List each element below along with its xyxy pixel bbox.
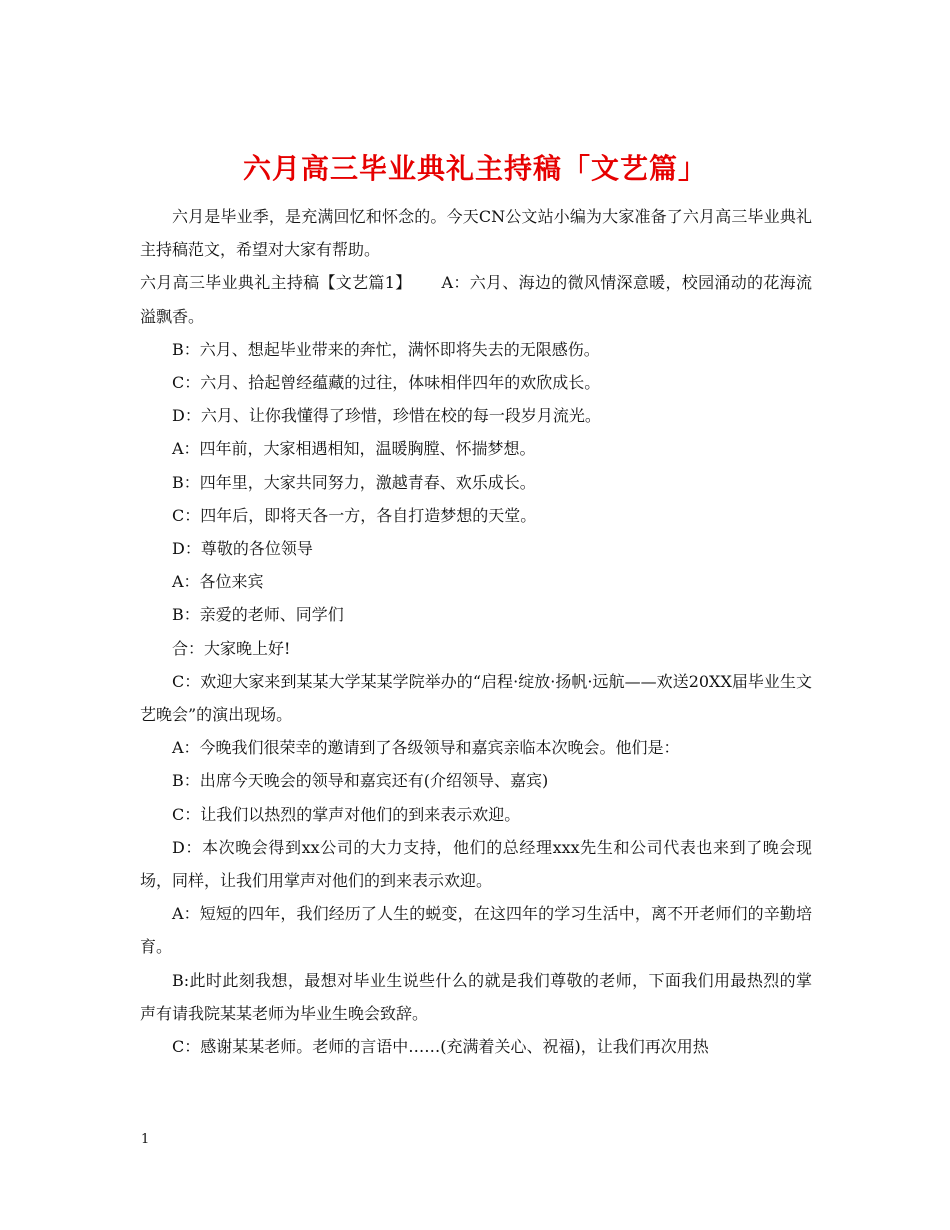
paragraph: A：各位来宾 (172, 572, 264, 592)
paragraph: B：出席今天晚会的领导和嘉宾还有(介绍领导、嘉宾) (172, 771, 549, 791)
paragraph: D：本次晚会得到xx公司的大力支持，他们的总经理xxx先生和公司代表也来到了晚会现场，同样，让我们用掌声对他们的到来表示欢迎。 (140, 837, 812, 891)
paragraph: C：让我们以热烈的掌声对他们的到来表示欢迎。 (172, 804, 521, 824)
paragraph: A：四年前，大家相遇相知，温暖胸膛、怀揣梦想。 (172, 439, 536, 459)
paragraph: B：四年里，大家共同努力，激越青春、欢乐成长。 (172, 472, 536, 492)
paragraph: 六月高三毕业典礼主持稿【文艺篇1】 A：六月、海边的微风情深意暖，校园涌动的花海流溢飘香。 (140, 273, 812, 326)
document-body (140, 200, 812, 1063)
document-title: 六月高三毕业典礼主持稿「文艺篇」 (242, 151, 707, 185)
paragraph: D：尊敬的各位领导 (172, 539, 313, 559)
paragraph: D：六月、让你我懂得了珍惜，珍惜在校的每一段岁月流光。 (172, 406, 601, 426)
paragraph: B：六月、想起毕业带来的奔忙，满怀即将失去的无限感伤。 (172, 339, 600, 359)
paragraph: C：六月、拾起曾经蕴藏的过往，体味相伴四年的欢欣成长。 (172, 373, 601, 393)
page-number: 1 (141, 1132, 150, 1147)
paragraph: A：今晚我们很荣幸的邀请到了各级领导和嘉宾亲临本次晚会。他们是： (172, 738, 680, 758)
paragraph: B：亲爱的老师、同学们 (172, 605, 344, 625)
paragraph: B:此时此刻我想，最想对毕业生说些什么的就是我们尊敬的老师，下面我们用最热烈的掌声有请我院某某老师为毕业生晚会致辞。 (140, 970, 812, 1023)
paragraph: 六月是毕业季，是充满回忆和怀念的。今天CN公文站小编为大家准备了六月高三毕业典礼主持稿范文，希望对大家有帮助。 (140, 207, 812, 260)
paragraph: C：四年后，即将天各一方，各自打造梦想的天堂。 (172, 505, 537, 525)
paragraph: 合：大家晚上好! (172, 638, 291, 658)
paragraph: A：短短的四年，我们经历了人生的蜕变，在这四年的学习生活中，离不开老师们的辛勤培育。 (140, 904, 812, 957)
paragraph: C：感谢某某老师。老师的言语中……(充满着关心、祝福)，让我们再次用热 (172, 1037, 709, 1057)
paragraph: C：欢迎大家来到某某大学某某学院举办的“启程·绽放·扬帆·远航——欢送20XX届毕业生文艺晚会”的演出现场。 (140, 671, 812, 725)
